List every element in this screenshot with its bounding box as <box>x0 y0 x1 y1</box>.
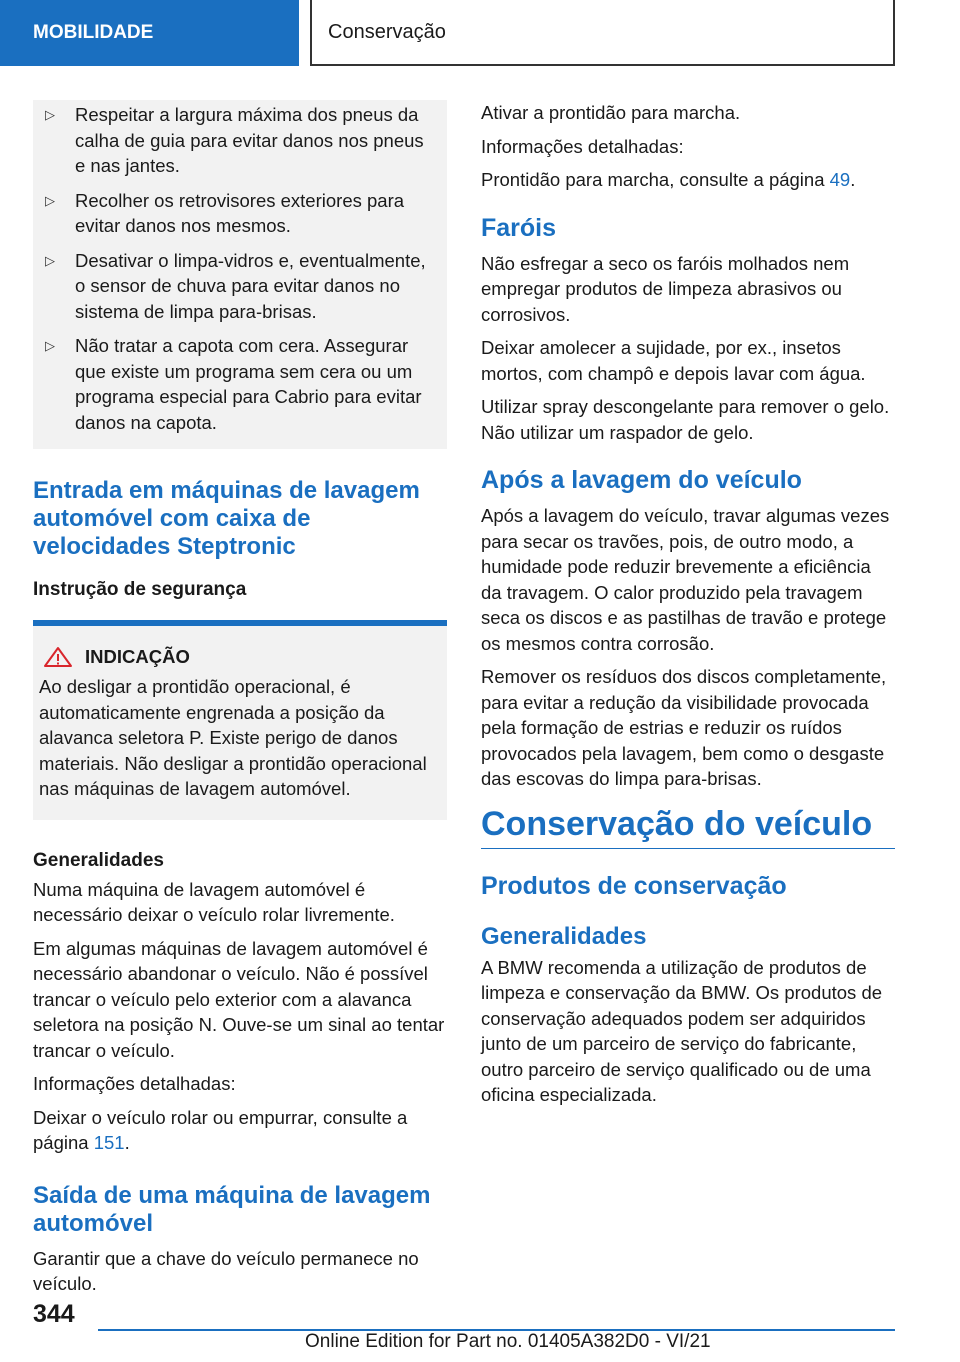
list-item-text: Recolher os retrovisores exteriores para evitar danos nos mesmos. <box>75 189 405 236</box>
triangle-right-icon: ▷ <box>45 107 55 122</box>
paragraph <box>481 167 895 193</box>
page-link[interactable]: 49 <box>829 169 851 190</box>
left-column <box>33 100 447 1305</box>
header-section <box>0 0 299 66</box>
header-chapter <box>310 0 895 66</box>
triangle-right-icon: ▷ <box>45 338 55 353</box>
paragraph: Informações detalhadas: <box>33 1073 236 1094</box>
warning-triangle-icon <box>41 646 75 668</box>
footer-edition: Online Edition for Part no. 01405A382D0 - VI/21 <box>305 1331 711 1352</box>
triangle-right-icon: ▷ <box>45 252 55 268</box>
paragraph-text: . <box>850 169 856 190</box>
paragraph-text: Deixar o veículo rolar ou empurrar, consulte a página <box>33 1106 408 1153</box>
paragraph: Utilizar spray descongelante para remover o gelo. Não utilizar um raspador de gelo. <box>481 396 890 443</box>
heading-farois: Faróis <box>481 213 557 242</box>
paragraph: Não esfregar a seco os faróis molhados nem empregar produtos de limpeza abrasivos ou corrosivos. <box>481 252 850 325</box>
heading-entry: Entrada em máquinas de lavagem automóvel com caixa de velocidades Steptronic <box>33 477 420 560</box>
paragraph: Informações detalhadas: <box>481 135 684 157</box>
triangle-right-icon: ▷ <box>45 192 55 208</box>
list-item-text: Respeitar a largura máxima dos pneus da calha de guia para evitar danos nos pneus e nas jantes. <box>75 104 424 176</box>
list-item <box>45 333 435 435</box>
right-column <box>481 100 895 1116</box>
warning-title-text: INDICAÇÃO <box>85 646 190 667</box>
paragraph: Numa máquina de lavagem automóvel é necessário deixar o veículo rolar livremente. <box>33 878 395 925</box>
heading-general: Generalidades <box>481 922 647 950</box>
header-chapter-label: Conservação <box>328 20 446 43</box>
paragraph: Após a lavagem do veículo, travar algumas vezes para secar os travões, pois, de outro modo, a humidade pode reduzir brevemente a eficiência da travagem. O calor produzido pela travagem seca os discos e as pastilhas de travão e protege os mesmos contra corrosão. <box>481 505 890 654</box>
warning-box <box>33 620 447 820</box>
list-item <box>45 102 435 179</box>
header-section-label: MOBILIDADE <box>33 22 154 43</box>
paragraph: A BMW recomenda a utilização de produtos de limpeza e conservação da BMW. Os produtos de conservação adequados podem ser adquiridos junto de um parceiro de serviço do fabricante, outro parceiro de serviço qualificado ou de uma oficina especializada. <box>481 956 883 1105</box>
paragraph-text: Prontidão para marcha, consulte a página <box>481 169 830 190</box>
paragraph: Ativar a prontidão para marcha. <box>481 102 741 123</box>
heading-apos: Após a lavagem do veículo <box>481 466 802 494</box>
subheading-general: Generalidades <box>33 849 164 871</box>
warning-text: Ao desligar a prontidão operacional, é automaticamente engrenada a posição da alavanca seletora P. Existe perigo de danos materiais. Não desligar a prontidão operacional nas máquinas de lavagem automóvel. <box>39 676 427 799</box>
page-link[interactable]: 151 <box>93 1132 125 1153</box>
paragraph: Deixar amolecer a sujidade, por ex., insetos mortos, com champô e depois lavar com água. <box>481 337 866 384</box>
subheading-safety: Instrução de segurança <box>33 579 247 600</box>
page-number: 344 <box>33 1300 75 1328</box>
warning-title <box>39 646 439 668</box>
list-item <box>45 248 435 325</box>
paragraph: Remover os resíduos dos discos completamente, para evitar a redução da visibilidade provocada pela formação de estrias e reduzir os ruídos provocados pela lavagem, bem como o desgaste das escovas do limpa para-brisas. <box>481 666 887 789</box>
list-item <box>45 188 435 239</box>
heading-main: Conservação do veículo <box>481 804 895 849</box>
paragraph <box>33 1105 447 1156</box>
list-item-text: Não tratar a capota com cera. Assegurar que existe um programa sem cera ou um programa especial para Cabrio para evitar danos na capota. <box>75 335 422 433</box>
heading-produtos: Produtos de conservação <box>481 871 787 900</box>
heading-exit: Saída de uma máquina de lavagem automóvel <box>33 1181 431 1237</box>
list-item-text: Desativar o limpa-vidros e, eventualmente, o sensor de chuva para evitar danos no sistema de limpa para-brisas. <box>75 249 426 322</box>
paragraph-text: . <box>124 1132 130 1153</box>
bullet-panel <box>33 100 447 449</box>
paragraph: Em algumas máquinas de lavagem automóvel é necessário abandonar o veículo. Não é possível trancar o veículo pelo exterior com a alavanca seletora na posição N. Ouve-se um sinal ao tentar trancar o veículo. <box>33 937 445 1061</box>
paragraph: Garantir que a chave do veículo permanece no veículo. <box>33 1247 419 1294</box>
